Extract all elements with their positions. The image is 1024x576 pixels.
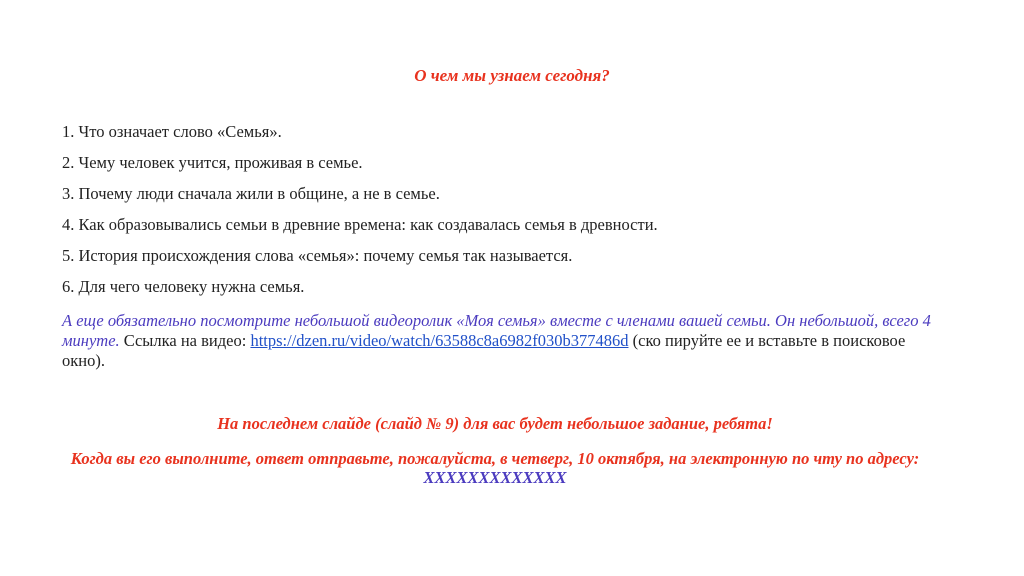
- video-link-prefix: Ссылка на видео:: [119, 331, 251, 350]
- task-instructions: [40, 449, 950, 487]
- email-address: XXXXXXXXXXXXX: [423, 468, 567, 487]
- slide-title: О чем мы узнаем сегодня?: [414, 66, 610, 85]
- list-item: 4. Как образовывались семьи в древние времена: как создавалась семья в древности.: [62, 215, 658, 234]
- video-note: [62, 311, 942, 371]
- video-link[interactable]: https://dzen.ru/video/watch/63588c8a6982f030b377486d: [250, 331, 629, 350]
- list-item: 1. Что означает слово «Семья».: [62, 122, 282, 141]
- list-item: 5. История происхождения слова «семья»: почему семья так называется.: [62, 246, 573, 265]
- task-instructions-text: Когда вы его выполните, ответ отправьте, пожалуйста, в четверг, 10 октября, на электронную по чту по адресу:: [70, 449, 920, 468]
- list-item: 3. Почему люди сначала жили в общине, а не в семье.: [62, 184, 440, 203]
- list-item: 6. Для чего человеку нужна семья.: [62, 277, 305, 296]
- video-note-suffix: (ско пируйте ее и вставьте в поисковое окно).: [62, 331, 906, 370]
- questions-list: [62, 122, 962, 308]
- video-note-text: А еще обязательно посмотрите небольшой видеоролик «Моя семья» вместе с членами вашей семьи. Он небольшой, всего 4 минуте.: [62, 311, 931, 350]
- task-announcement: На последнем слайде (слайд № 9) для вас будет небольшое задание, ребята!: [217, 414, 773, 433]
- list-item: 2. Чему человек учится, проживая в семье.: [62, 153, 363, 172]
